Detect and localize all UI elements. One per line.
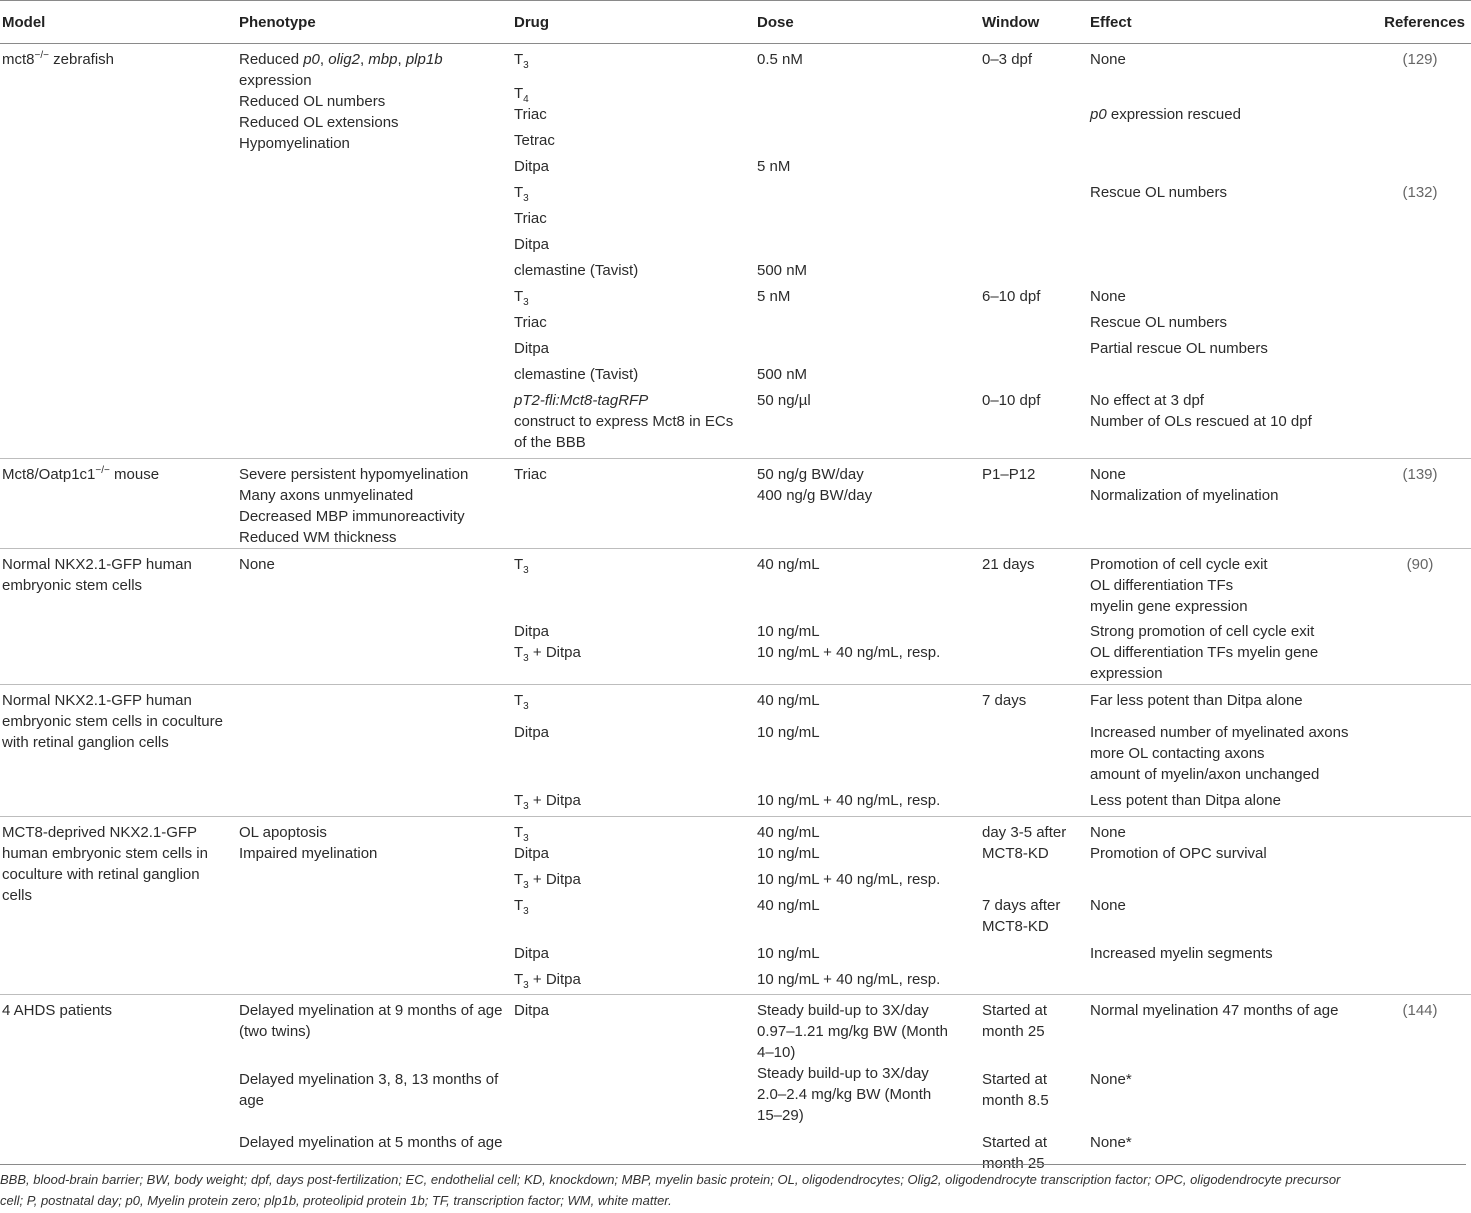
header-phenotype: Phenotype: [237, 1, 512, 44]
header-model: Model: [0, 1, 237, 44]
table-row: Ditpa 10 ng/mL Increased number of myelinated axons more OL contacting axons amount of myelin/axon unchanged: [514, 723, 1349, 783]
table-row: Ditpa: [514, 236, 550, 253]
header-effect: Effect: [1088, 1, 1371, 44]
reference-link[interactable]: (139): [1371, 459, 1471, 549]
table-row: [0, 44, 1471, 71]
table-row: $T_3$ + Ditpa 10 ng/mL + 40 ng/mL, resp.: [514, 870, 941, 891]
reference-link[interactable]: (129): [1402, 51, 1438, 68]
table-row: Delayed myelination at 5 months of age Started at month 25 None*: [239, 1134, 1132, 1172]
table-row: Ditpa 10 ng/mL Strong promotion of cell cycle exit: [514, 623, 1315, 640]
table-row: Delayed myelination 3, 8, 13 months of age Started at month 8.5 None*: [239, 1070, 1132, 1109]
effect-cell: None: [1090, 51, 1126, 68]
table-row: Ditpa 10 ng/mL Increased myelin segments: [514, 944, 1273, 962]
table-row: Ditpa 5 nM: [514, 158, 791, 175]
table-footnote: BBB, blood-brain barrier; BW, body weight; dpf, days post-fertilization; EC, endothelial cell; KD, knockdown; MBP, myelin basic protein; OL, oligodendrocytes; Olig2, oligodendrocyte transcription factor; OPC, oligodendrocyte precursor cell; P, postnatal day; p0, Myelin protein zero; plp1b, proteolipid protein 1b; TF, transcription factor; WM, white matter.: [0, 1164, 1466, 1211]
table-row: $T_3$ 40 ng/mL 7 days after MCT8-KD None: [514, 896, 1126, 935]
table-row: Tetrac: [514, 132, 555, 149]
table-row: $T_3$ + Ditpa 10 ng/mL + 40 ng/mL, resp.: [514, 970, 941, 991]
table-row: Normal NKX2.1-GFP human embryonic stem cells None $T_3$ 40 ng/mL 21 days Promotion of cell cycle exit OL differentiation TFs myelin gene expression (90): [0, 549, 1471, 622]
table-row: Triac: [514, 210, 547, 227]
table-row: Mct8/Oatp1c1−/− mouse Severe persistent hypomyelination Many axons unmyelinated Decreased MBP immunoreactivity Reduced WM thickness Triac 50 ng/g BW/day 400 ng/g BW/day P1–P12 None Normalization of myelination (139): [0, 459, 1471, 549]
table-row: $T_3$ 5 nM 6–10 dpf None: [514, 288, 1126, 308]
table-row: Triac Rescue OL numbers: [514, 314, 1228, 331]
header-references: References: [1371, 1, 1471, 44]
table-row: Triac p0 expression rescued: [514, 106, 1241, 123]
table-row: clemastine (Tavist) 500 nM: [514, 262, 808, 279]
table-row: 4 AHDS patients Delayed myelination at 9 months of age (two twins) Ditpa Steady build-up to 3X/day 0.97–1.21 mg/kg BW (Month 4–10) Steady build-up to 3X/day 2.0–2.4 mg/kg BW (Month 15–29) Started at month 25 Normal myelination 47 months of age (144): [0, 995, 1471, 1055]
header-drug: Drug: [512, 1, 755, 44]
table-row: Ditpa 10 ng/mL Promotion of OPC survival: [514, 844, 1267, 862]
table-row: $T_3$ Rescue OL numbers (132): [0, 182, 1471, 208]
table-row: $T_3$ + Ditpa 10 ng/mL + 40 ng/mL, resp. Less potent than Ditpa alone: [514, 791, 1281, 812]
table-row: $T_3$ + Ditpa 10 ng/mL + 40 ng/mL, resp. OL differentiation TFs myelin gene expression: [514, 644, 1319, 682]
drug-cell: $T_3$: [514, 51, 529, 71]
header-window: Window: [980, 1, 1088, 44]
header-dose: Dose: [755, 1, 980, 44]
table-row: pT2-fli:Mct8-tagRFP construct to express Mct8 in ECs of the BBB 50 ng/µl 0–10 dpf No effect at 3 dpf Number of OLs rescued at 10 dpf: [514, 392, 1312, 451]
dose-cell: 0.5 nM: [757, 51, 803, 68]
phenotype-cell: Reduced p0, olig2, mbp, plp1b expression Reduced OL numbers Reduced OL extensions Hypomyelination: [239, 51, 443, 152]
table-row: Normal NKX2.1-GFP human embryonic stem cells in coculture with retinal ganglion cells $T_3$ 40 ng/mL 7 days Far less potent than Ditpa alone: [0, 685, 1471, 722]
header-row: [0, 1, 1471, 44]
window-cell: 0–3 dpf: [982, 51, 1033, 68]
table-row: MCT8-deprived NKX2.1-GFP human embryonic stem cells in coculture with retinal ganglion cells OL apoptosis Impaired myelination $T_3$ 40 ng/mL day 3-5 after MCT8-KD None: [0, 816, 1471, 843]
table-row: Ditpa Partial rescue OL numbers: [514, 340, 1268, 357]
reference-link[interactable]: (90): [1371, 549, 1471, 685]
reference-link[interactable]: (132): [1402, 184, 1438, 201]
table-row: clemastine (Tavist) 500 nM: [514, 366, 808, 383]
table-row: $T_4$: [514, 85, 529, 105]
model-cell: mct8−/− zebrafish: [2, 50, 115, 68]
reference-link[interactable]: (144): [1371, 995, 1471, 1175]
